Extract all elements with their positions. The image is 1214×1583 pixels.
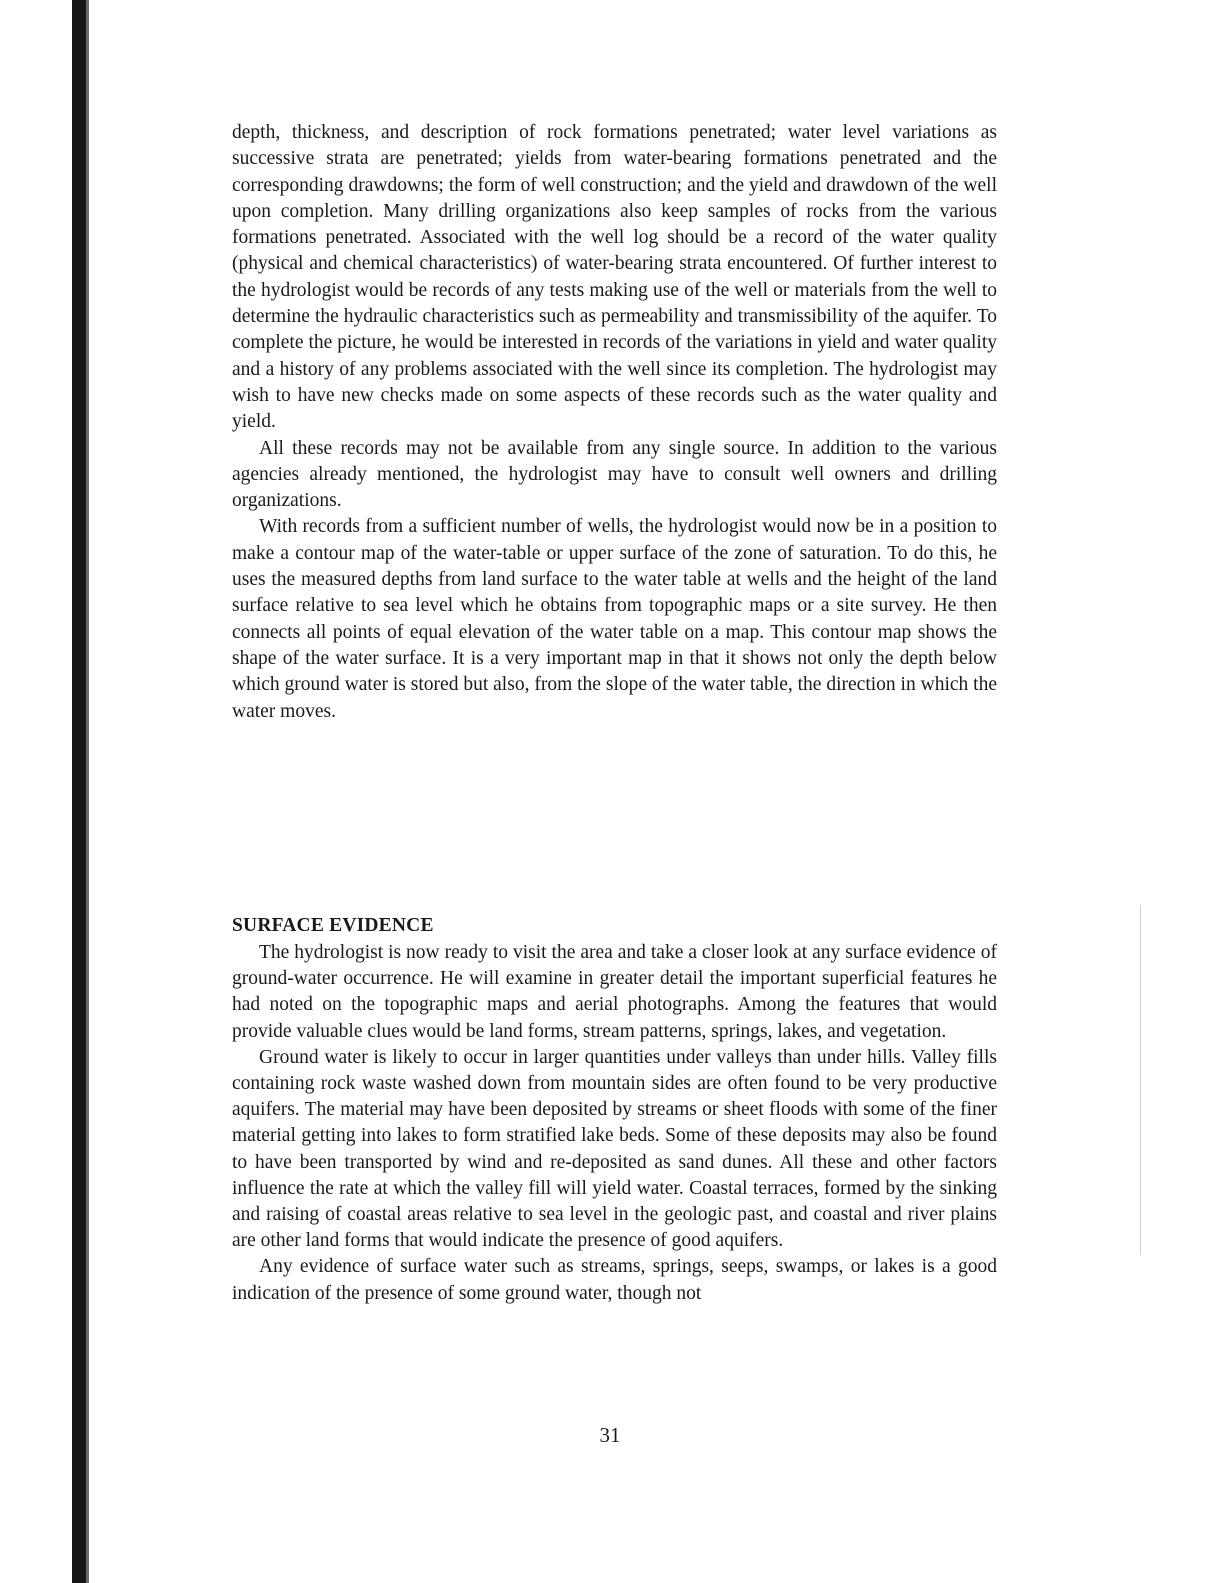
- section-heading: SURFACE EVIDENCE: [232, 915, 434, 936]
- paragraph-valleys: Ground water is likely to occur in larger quantities under valleys than under hills. Valley fills containing rock waste washed down from mountain sides are often found to be very productive aquifers. The material may have been deposited by streams or sheet floods with some of the finer material getting into lakes to form stratified lake beds. Some of these deposits may also be found to have been transported by wind and re-deposited as sand dunes. All these and other factors influence the rate at which the valley fill will yield water. Coastal terraces, formed by the sinking and raising of coastal areas relative to sea level in the geologic past, and coastal and river plains are other land forms that would indicate the presence of good aquifers.: [232, 1046, 997, 1252]
- page-number: 31: [599, 1423, 621, 1447]
- paragraph-contour-map: With records from a sufficient number of wells, the hydrologist would now be in a position to make a contour map of the water-table or upper surface of the zone of saturation. To do this, he uses the measured depths from land surface to the water table at wells and the height of the land surface relative to sea level which he obtains from topographic maps or a site survey. He then connects all points of equal elevation of the water table on a map. This contour map shows the shape of the water surface. It is a very important map in that it shows not only the depth below which ground water is stored but also, from the slope of the water table, the direction in which the water moves.: [232, 516, 997, 722]
- section-body-text: [232, 940, 997, 1307]
- scan-crease-mark: [1140, 905, 1141, 1255]
- scan-binding-edge: [72, 0, 86, 1583]
- body-text: [232, 120, 997, 725]
- scan-binding-shadow: [86, 0, 89, 1583]
- paragraph-surface-water: Any evidence of surface water such as streams, springs, seeps, swamps, or lakes is a good indication of the presence of some ground water, though not: [232, 1256, 997, 1304]
- paragraph-surface-evidence: The hydrologist is now ready to visit the area and take a closer look at any surface evidence of ground-water occurrence. He will examine in greater detail the important superficial features he had noted on the topographic maps and aerial photographs. Among the features that would provide valuable clues would be land forms, stream patterns, springs, lakes, and vegetation.: [232, 942, 997, 1042]
- paragraph-records-availability: All these records may not be available from any single source. In addition to the various agencies already mentioned, the hydrologist may have to consult well owners and drilling organizations.: [232, 437, 997, 512]
- paragraph-continued: depth, thickness, and description of rock formations penetrated; water level variations as successive strata are penetrated; yields from water-bearing formations penetrated and the corresponding drawdowns; the form of well construction; and the yield and drawdown of the well upon completion. Many drilling organizations also keep samples of rocks from the various formations penetrated. Associated with the well log should be a record of the water quality (physical and chemical characteristics) of water-bearing strata encountered. Of further interest to the hydrologist would be records of any tests making use of the well or materials from the well to determine the hydraulic characteristics such as permeability and transmissibility of the aquifer. To complete the picture, he would be interested in records of the variations in yield and water quality and a history of any problems associated with the well since its completion. The hydrologist may wish to have new checks made on some aspects of these records such as the water quality and yield.: [232, 122, 997, 433]
